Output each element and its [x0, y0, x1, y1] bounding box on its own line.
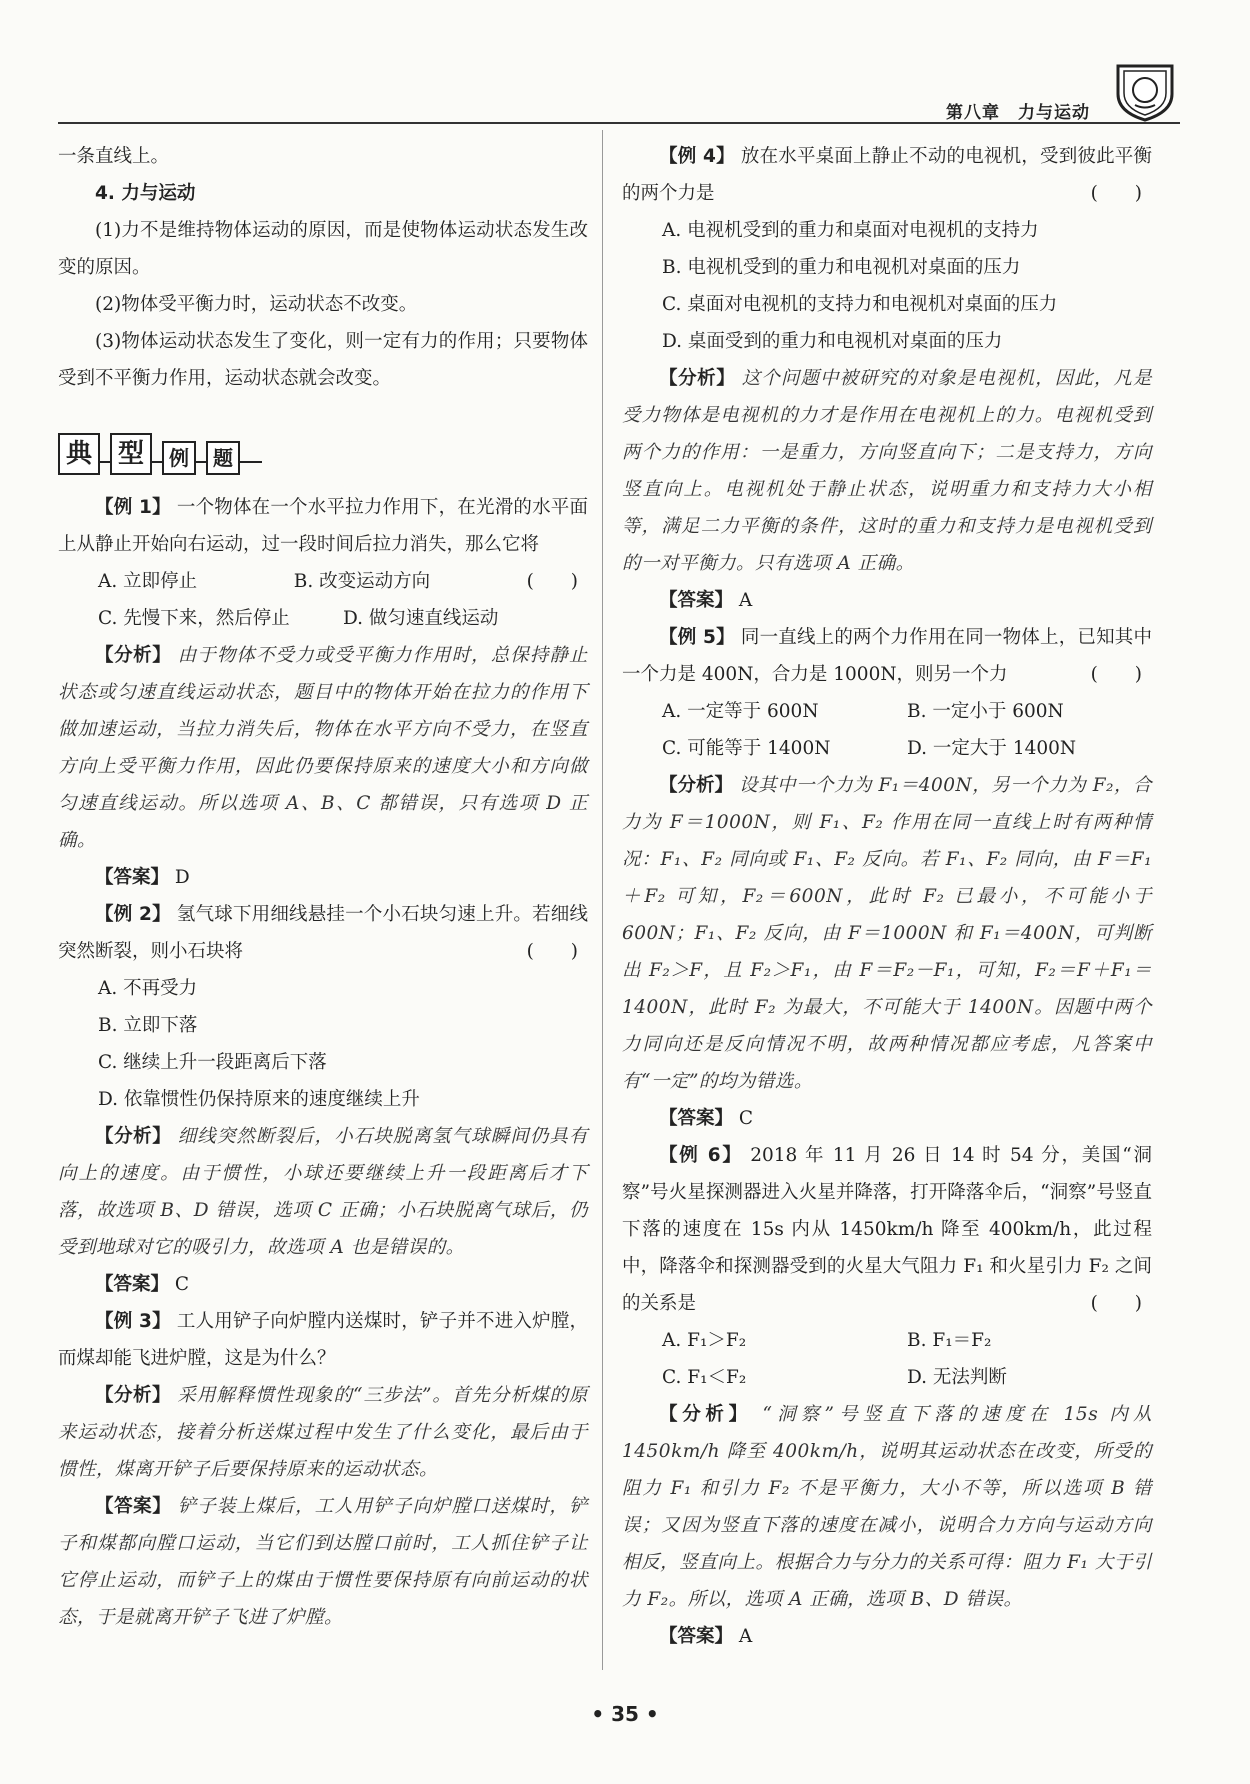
example-4-option-c: C. 桌面对电视机的支持力和电视机对桌面的压力 — [662, 294, 1058, 315]
option-a: A. 一定等于 600N — [662, 701, 819, 722]
option-c: C. F₁＜F₂ — [662, 1367, 747, 1388]
option-c: C. 先慢下来，然后停止 — [98, 608, 290, 629]
example-6-options-row-2 — [622, 1359, 1152, 1396]
example-1-options-row-2 — [58, 600, 588, 637]
example-6-options-row-1 — [622, 1322, 1152, 1359]
example-5-analysis: 【分析】 设其中一个力为 F₁＝400N，另一个力为 F₂，合力为 F＝1000N，则 F₁、F₂ 作用在同一直线上时有两种情况：F₁、F₂ 同向或 F₁、F₂ 反向。若 F₁、F₂ 同向，由 F＝F₁＋F₂ 可知，F₂＝600N，此时 F₂ 已最小，不可能小于 600N；F₁、F₂ 反向，由 F＝1000N 和 F₁＝400N，可判断出 F₂＞F，且 F₂＞F₁，由 F＝F₂－F₁，可知，F₂＝F＋F₁＝1400N，此时 F₂ 为最大，不可能大于 1400N。因题中两个力同向还是反向情况不明，故两种情况都应考虑，凡答案中有“一定”的均为错选。 — [622, 775, 1152, 1092]
heading-char-4: 题 — [206, 441, 240, 475]
heading-char-3: 例 — [162, 441, 196, 475]
example-4-analysis: 【分析】 这个问题中被研究的对象是电视机，因此，凡是受力物体是电视机的力才是作用在电视机上的力。电视机受到两个力的作用：一是重力，方向竖直向下；二是支持力，方向竖直向上。电视机处于静止状态，说明重力和支持力大小相等，满足二力平衡的条件，这时的重力和支持力是电视机受到的一对平衡力。只有选项 A 正确。 — [622, 368, 1152, 574]
example-4-answer: 【答案】 A — [659, 590, 753, 611]
example-2-question: 【例 2】 氢气球下用细线悬挂一个小石块匀速上升。若细线突然断裂，则小石块将 ( ) — [58, 896, 588, 970]
example-5-answer: 【答案】 C — [659, 1108, 754, 1129]
example-4-option-b: B. 电视机受到的重力和电视机对桌面的压力 — [662, 257, 1021, 278]
heading-char-1: 典 — [58, 433, 100, 475]
section-4-title: 4. 力与运动 — [95, 183, 196, 204]
answer-paren: ( ) — [1090, 664, 1142, 685]
example-4-option-a: A. 电视机受到的重力和桌面对电视机的支持力 — [662, 220, 1039, 241]
section-4-item-3: (3)物体运动状态发生了变化，则一定有力的作用；只要物体受到不平衡力作用，运动状态就会改变。 — [58, 331, 588, 389]
page-number: • 35 • — [591, 1702, 659, 1726]
chapter-title: 第八章 力与运动 — [946, 103, 1090, 123]
example-5-options-row-2 — [622, 730, 1152, 767]
heading-char-2: 型 — [110, 433, 152, 475]
header-rule — [58, 122, 1180, 124]
section-4-item-1: (1)力不是维持物体运动的原因，而是使物体运动状态发生改变的原因。 — [58, 220, 588, 278]
example-2-option-c: C. 继续上升一段距离后下落 — [98, 1052, 327, 1073]
example-2-analysis: 【分析】 细线突然断裂后，小石块脱离氢气球瞬间仍具有向上的速度。由于惯性，小球还要继续上升一段距离后才下落，故选项 B、D 错误，选项 C 正确；小石块脱离气球后，仍受到地球对它的吸引力，故选项 A 也是错误的。 — [58, 1126, 588, 1258]
option-d: D. 做匀速直线运动 — [343, 608, 499, 629]
example-1-question: 【例 1】 一个物体在一个水平拉力作用下，在光滑的水平面上从静止开始向右运动，过一段时间后拉力消失，那么它将 ( ) — [58, 489, 588, 563]
intro-line: 一条直线上。 — [58, 146, 170, 167]
option-d: D. 无法判断 — [907, 1367, 1007, 1388]
option-b: B. F₁＝F₂ — [907, 1330, 992, 1351]
page-header — [58, 60, 1180, 124]
example-5-question: 【例 5】 同一直线上的两个力作用在同一物体上，已知其中一个力是 400N，合力是 1000N，则另一个力 ( ) — [622, 619, 1152, 693]
example-6-analysis: 【分析】 “洞察”号竖直下落的速度在 15s 内从 1450km/h 降至 400km/h，说明其运动状态在改变，所受的阻力 F₁ 和引力 F₂ 不是平衡力，大小不等，所以选项 B 错误；又因为竖直下落的速度在减小，说明合力方向与运动方向相反，竖直向上。根据合力与分力的关系可得：阻力 F₁ 大于引力 F₂。所以，选项 A 正确，选项 B、D 错误。 — [622, 1404, 1152, 1610]
example-6-answer: 【答案】 A — [659, 1626, 753, 1647]
example-6-question: 【例 6】 2018 年 11 月 26 日 14 时 54 分，美国“洞察”号火星探测器进入火星并降落，打开降落伞后，“洞察”号竖直下落的速度在 15s 内从 1450km/h 降至 400km/h，此过程中，降落伞和探测器受到的火星大气阻力 F₁ 和火星引力 F₂ 之间的关系是 ( ) — [622, 1137, 1152, 1322]
left-column — [58, 138, 588, 1636]
option-b: B. 改变运动方向 — [293, 571, 431, 592]
answer-paren: ( ) — [526, 571, 578, 592]
example-2-option-d: D. 依靠惯性仍保持原来的速度继续上升 — [98, 1089, 420, 1110]
column-divider — [602, 130, 603, 1670]
example-5-options-row-1 — [622, 693, 1152, 730]
typical-examples-heading — [58, 419, 588, 475]
example-1-answer: 【答案】 D — [95, 867, 190, 888]
example-4-option-d: D. 桌面受到的重力和电视机对桌面的压力 — [662, 331, 1003, 352]
publisher-shield-icon — [1110, 60, 1180, 124]
option-b: B. 一定小于 600N — [907, 701, 1064, 722]
example-1-analysis: 【分析】 由于物体不受力或受平衡力作用时，总保持静止状态或匀速直线运动状态，题目中的物体开始在拉力的作用下做加速运动，当拉力消失后，物体在水平方向不受力，在竖直方向上受平衡力作用，因此仍要保持原来的速度大小和方向做匀速直线运动。所以选项 A、B、C 都错误，只有选项 D 正确。 — [58, 645, 588, 851]
answer-paren: ( ) — [1090, 1293, 1142, 1314]
example-2-option-a: A. 不再受力 — [98, 978, 198, 999]
option-d: D. 一定大于 1400N — [907, 738, 1077, 759]
right-column — [622, 138, 1152, 1655]
example-1-options-row-1 — [58, 563, 490, 600]
example-2-option-b: B. 立即下落 — [98, 1015, 198, 1036]
option-a: A. F₁＞F₂ — [662, 1330, 747, 1351]
example-3-answer: 【答案】 铲子装上煤后，工人用铲子向炉膛口送煤时，铲子和煤都向膛口运动，当它们到达膛口前时，工人抓住铲子让它停止运动，而铲子上的煤由于惯性要保持原有向前运动的状态，于是就离开铲子飞进了炉膛。 — [58, 1496, 588, 1628]
example-2-answer: 【答案】 C — [95, 1274, 190, 1295]
answer-paren: ( ) — [1090, 183, 1142, 204]
answer-paren: ( ) — [526, 941, 578, 962]
example-3-analysis: 【分析】 采用解释惯性现象的“三步法”。首先分析煤的原来运动状态，接着分析送煤过程中发生了什么变化，最后由于惯性，煤离开铲子后要保持原来的运动状态。 — [58, 1385, 588, 1480]
example-4-question: 【例 4】 放在水平桌面上静止不动的电视机，受到彼此平衡的两个力是 ( ) — [622, 138, 1152, 212]
option-a: A. 立即停止 — [98, 571, 198, 592]
example-3-question: 【例 3】 工人用铲子向炉膛内送煤时，铲子并不进入炉膛，而煤却能飞进炉膛，这是为什么？ — [58, 1311, 588, 1369]
section-4-item-2: (2)物体受平衡力时，运动状态不改变。 — [95, 294, 418, 315]
option-c: C. 可能等于 1400N — [662, 738, 831, 759]
